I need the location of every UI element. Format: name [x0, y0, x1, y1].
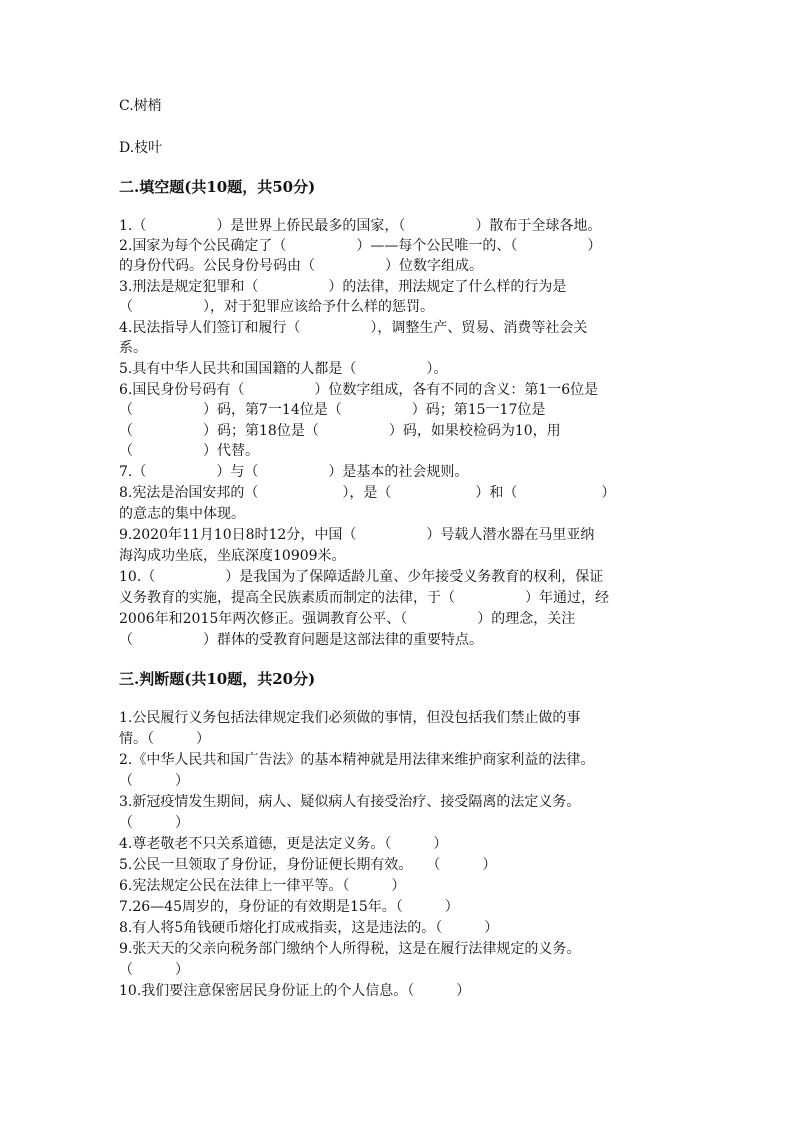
- fill-line: 6.国民身份号码有（ ）位数字组成，各有不同的含义：第1一6位是: [119, 382, 599, 398]
- fill-line: 海沟成功坐底，坐底深度10909米。: [119, 548, 346, 564]
- judge-line: 6.宪法规定公民在法律上一律平等。（ ）: [119, 878, 406, 894]
- fill-line: 的意志的集中体现。: [119, 506, 245, 522]
- judge-line: 10.我们要注意保密居民身份证上的个人信息。（ ）: [119, 983, 471, 999]
- option-c: C.树梢: [119, 98, 162, 114]
- fill-line: 9.2020年11月10日8时12分，中国（ ）号载人潜水器在马里亚纳: [119, 527, 595, 543]
- judge-line: 5.公民一旦领取了身份证，身份证便长期有效。 （ ）: [119, 857, 497, 873]
- judge-line: 7.26—45周岁的，身份证的有效期是15年。（ ）: [119, 899, 459, 915]
- judge-line: （ ）: [119, 773, 189, 789]
- judge-line: 8.有人将5角钱硬币熔化打成戒指卖，这是违法的。（ ）: [119, 920, 499, 936]
- fill-line: 7.（ ）与（ ）是基本的社会规则。: [119, 464, 469, 480]
- fill-line: 10.（ ）是我国为了保障适龄儿童、少年接受义务教育的权利，保证: [119, 569, 604, 585]
- section-3-title: 三.判断题(共10题，共20分): [119, 670, 316, 688]
- fill-line: （ ），对于犯罪应该给予什么样的惩罚。: [119, 299, 434, 315]
- fill-line: 8.宪法是治国安邦的（ ），是（ ）和（ ）: [119, 485, 616, 501]
- section-2-title: 二.填空题(共10题，共50分): [119, 178, 316, 196]
- fill-line: 4.民法指导人们签订和履行（ ），调整生产、贸易、消费等社会关: [119, 320, 588, 336]
- fill-line: 5.具有中华人民共和国国籍的人都是（ ）。: [119, 361, 448, 377]
- judge-line: 4.尊老敬老不只关系道德，更是法定义务。（ ）: [119, 836, 448, 852]
- option-d: D.枝叶: [119, 140, 163, 156]
- fill-line: 2006年和2015年两次修正。强调教育公平、（ ）的理念，关注: [119, 611, 576, 627]
- fill-line: 系。: [119, 340, 147, 356]
- fill-line: 1.（ ）是世界上侨民最多的国家，（ ）散布于全球各地。: [119, 218, 602, 234]
- judge-line: 2.《中华人民共和国广告法》的基本精神就是用法律来维护商家利益的法律。: [119, 752, 595, 768]
- fill-line: 2.国家为每个公民确定了（ ）——每个公民唯一的、（ ）: [119, 238, 602, 254]
- fill-line: 的身份代码。公民身份号码由（ ）位数字组成。: [119, 258, 483, 274]
- fill-line: （ ）码；第18位是（ ）码，如果校检码为10，用: [119, 423, 561, 439]
- fill-line: 义务教育的实施，提高全民族素质而制定的法律，于（ ）年通过，经: [119, 590, 609, 606]
- fill-line: （ ）代替。: [119, 443, 259, 459]
- judge-line: 9.张天天的父亲向税务部门缴纳个人所得税，这是在履行法律规定的义务。: [119, 941, 581, 957]
- judge-line: （ ）: [119, 962, 189, 978]
- fill-line: （ ）码，第7一14位是（ ）码；第15一17位是: [119, 402, 546, 418]
- judge-line: 1.公民履行义务包括法律规定我们必须做的事情，但没包括我们禁止做的事: [119, 710, 581, 726]
- fill-line: （ ）群体的受教育问题是这部法律的重要特点。: [119, 632, 483, 648]
- judge-line: （ ）: [119, 815, 189, 831]
- judge-line: 情。（ ）: [119, 731, 210, 747]
- judge-line: 3.新冠疫情发生期间，病人、疑似病人有接受治疗、接受隔离的法定义务。: [119, 794, 581, 810]
- fill-line: 3.刑法是规定犯罪和（ ）的法律，刑法规定了什么样的行为是: [119, 279, 567, 295]
